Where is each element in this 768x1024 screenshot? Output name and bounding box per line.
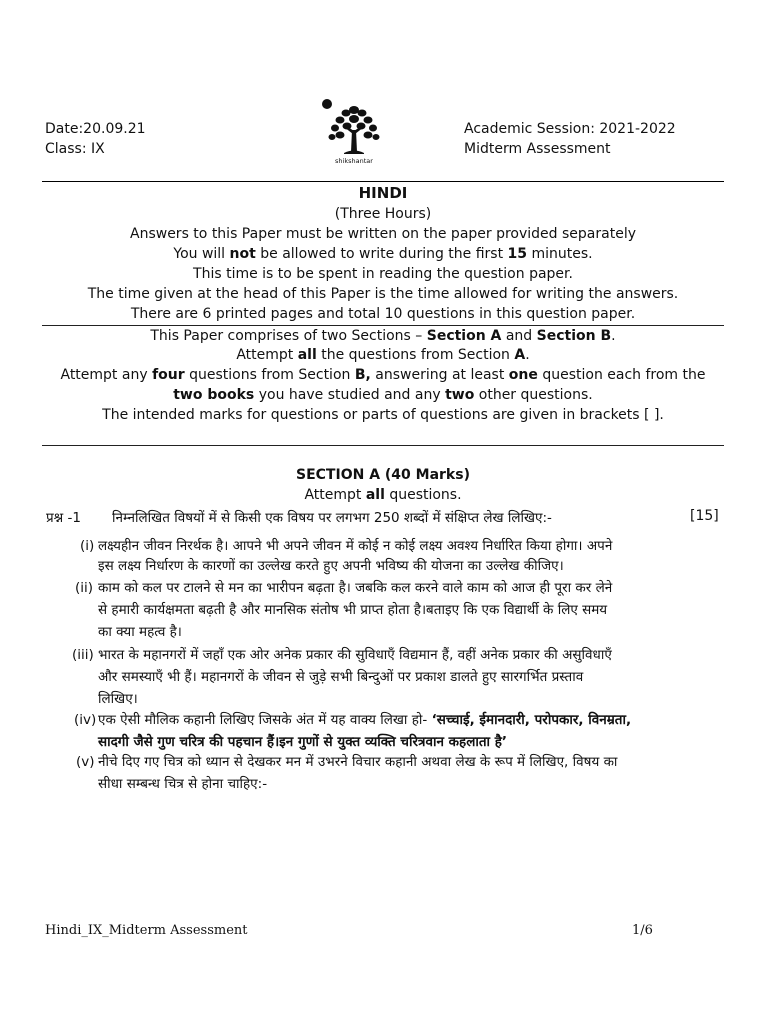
instruction-line-4: The time given at the head of this Paper is the time allowed for writing the answers. — [87, 286, 679, 302]
exam-date: Date:20.09.21 — [45, 121, 146, 137]
subject-title: HINDI — [358, 184, 408, 202]
option-i-line-1: लक्ष्यहीन जीवन निरर्थक है। आपने भी अपने जीवन में कोई न कोई लक्ष्य अवश्य निर्धारित किया होगा। अपने — [98, 538, 613, 554]
option-i-line-2: इस लक्ष्य निर्धारण के कारणों का उल्लेख करते हुए अपनी भविष्य की योजना का उल्लेख कीजिए। — [98, 558, 564, 574]
instruction-line-3: This time is to be spent in reading the question paper. — [193, 266, 573, 282]
instruction-line-2: You will not be allowed to write during the first 15 minutes. — [173, 246, 593, 262]
divider-bottom — [42, 445, 724, 446]
assessment-name: Midterm Assessment — [464, 141, 611, 157]
option-iv-line-2: सादगी जैसे गुण चरित्र की पहचान हैं।इन गुणों से युक्त व्यक्ति चरित्रवान कहलाता है’ — [98, 734, 508, 750]
option-iv-line-1: एक ऐसी मौलिक कहानी लिखिए जिसके अंत में यह वाक्य लिखा हो- ‘सच्चाई, ईमानदारी, परोपकार, विनम्रता, — [98, 712, 632, 728]
section-a-attempt: Attempt all questions. — [304, 487, 462, 503]
option-v-number: (v) — [76, 754, 95, 770]
subject-duration: (Three Hours) — [334, 206, 432, 222]
option-v-line-1: नीचे दिए गए चित्र को ध्यान से देखकर मन में उभरने विचार कहानी अथवा लेख के रूप में लिखिए, विषय का — [98, 754, 618, 770]
option-v-line-2: सीधा सम्बन्ध चित्र से होना चाहिए:- — [98, 776, 268, 792]
option-ii-line-2: से हमारी कार्यक्षमता बढ़ती है और मानसिक संतोष भी प्राप्त होता है।बताइए कि एक विद्यार्थी के लिए समय — [98, 602, 608, 618]
tree-icon — [318, 96, 390, 168]
page-number: 1/6 — [632, 923, 653, 938]
question-1-text: निम्नलिखित विषयों में से किसी एक विषय पर लगभग 250 शब्दों में संक्षिप्त लेख लिखिए:- — [112, 510, 552, 526]
option-iii-line-2: और समस्याएँ भी हैं। महानगरों के जीवन से जुड़े सभी बिन्दुओं पर प्रकाश डालते हुए सारगर्भित प्रस्ताव — [98, 669, 584, 685]
structure-line-1: This Paper comprises of two Sections – Section A and Section B. — [150, 328, 616, 344]
academic-session: Academic Session: 2021-2022 — [464, 121, 676, 137]
structure-line-2: Attempt all the questions from Section A. — [236, 347, 530, 363]
structure-line-5: The intended marks for questions or parts of questions are given in brackets [ ]. — [102, 407, 664, 423]
structure-line-3: Attempt any four questions from Section B, answering at least one question each from the — [60, 367, 706, 383]
logo-text: shikshantar — [335, 157, 373, 165]
option-iii-line-1: भारत के महानगरों में जहाँ एक ओर अनेक प्रकार की सुविधाएँ विद्यमान हैं, वहीं अनेक प्रकार की असुविधाएँ — [98, 647, 612, 663]
question-1-label: प्रश्न -1 — [46, 510, 81, 526]
option-iii-number: (iii) — [72, 647, 94, 663]
structure-line-4: two books you have studied and any two other questions. — [173, 387, 593, 403]
instruction-line-1: Answers to this Paper must be written on the paper provided separately — [130, 226, 636, 242]
option-iv-number: (iv) — [74, 712, 97, 728]
option-iii-line-3: लिखिए। — [98, 691, 138, 707]
option-i-number: (i) — [80, 538, 95, 554]
section-a-title: SECTION A (40 Marks) — [296, 467, 470, 483]
school-logo — [318, 96, 390, 168]
exam-class: Class: IX — [45, 141, 105, 157]
instruction-line-5: There are 6 printed pages and total 10 questions in this question paper. — [130, 306, 636, 322]
question-1-marks: [15] — [690, 508, 719, 524]
divider-top — [42, 181, 724, 182]
option-ii-number: (ii) — [75, 580, 94, 596]
option-ii-line-3: का क्या महत्व है। — [98, 624, 182, 640]
divider-middle — [42, 325, 724, 326]
footer-title: Hindi_IX_Midterm Assessment — [45, 923, 248, 938]
option-ii-line-1: काम को कल पर टालने से मन का भारीपन बढ़ता है। जबकि कल करने वाले काम को आज ही पूरा कर लेने — [98, 580, 613, 596]
